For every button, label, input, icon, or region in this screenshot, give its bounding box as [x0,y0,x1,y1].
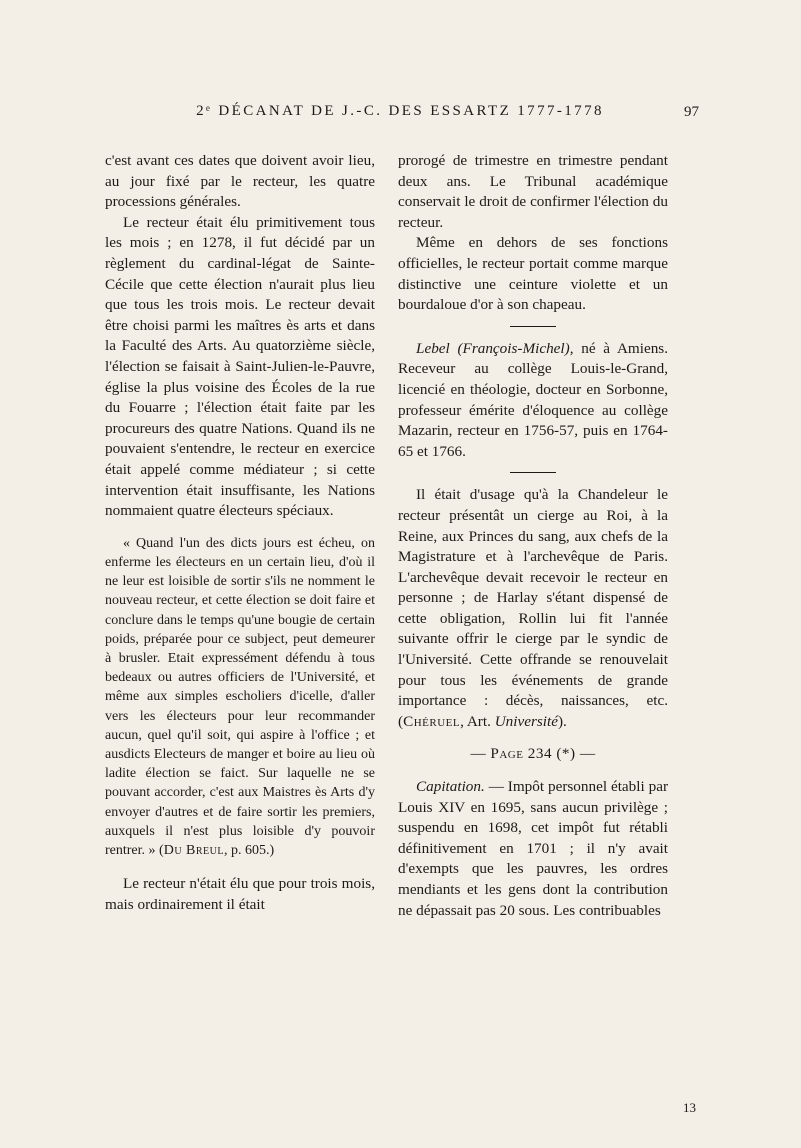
citation-author: Du Breul [163,842,224,858]
page-reference: — Page 234 (*) — [470,745,596,763]
biography-entry [398,339,668,463]
citation-author: Chéruel [403,712,461,730]
paragraph-text: Il était d'usage qu'à la Chandeleur le recteur présentât un cierge au Roi, à la Reine, aux Princes du sang, aux chefs de la Magistrature et à l'archevêque de Paris. L'archevêque devait recevoir le recteur en personne ; de Harlay s'étant dispensé de cette obligation, Rollin lui fit l'année suivante offrir le cierge par le syndic de l'Université. Cette offrande se renouvelait pour tous les événements de grande importance : décès, naissances, etc. ( [398,486,668,730]
paragraph [398,485,668,732]
citation-page: , p. 605.) [223,842,275,858]
citation-title: Université [494,712,558,730]
glossary-entry [398,777,668,921]
entry-given-names: (François-Michel) [457,339,570,357]
paragraph: Même en dehors de ses fonctions officielles, le recteur portait comme marque distinctive une ceinture violette et un bourdaloue d'or à son chapeau. [398,234,668,314]
entry-term: Capitation. [416,778,485,796]
citation-text: , Art. [460,712,495,730]
section-rule [510,472,556,473]
quotation-text: « Quand l'un des dicts jours est écheu, on enferme les électeurs en un certain lieu, d'où il ne leur est loisible de sortir s'ils ne nomment le nouveau recteur, et cette élection se doit faire et conclure dans le temps qu'une bougie de certain poids, préparée pour ce subject, peut demeurer à brusler. Etait expressément défendu à tous bedeaux ou autres officiers de l'Université, et même aux simples escholiers d'icelle, d'aller vers les électeurs pour leur recommander aucun, quel qu'il soit, qui aspire à l'office ; et ausdicts Electeurs de manger et boire au lieu où ladite élection se faict. Sur laquelle ne se pouvant accorder, c'est aux Maistres ès Arts d'y envoyer d'autres et de faire sortir les premiers, auxquels il n'est plus loisible d'y pouvoir rentrer. » ( [105,535,375,858]
paragraph: prorogé de trimestre en trimestre pendant deux ans. Le Tribunal académique conservait le droit de confirmer l'élection du recteur. [398,152,668,231]
paragraph: Le recteur était élu primitivement tous les mois ; en 1278, il fut décidé par un règlement du cardinal-légat de Sainte-Cécile que cette élection n'aurait plus lieu que tous les trois mois. Le recteur devait être choisi parmi les maîtres ès arts et dans la Faculté des Arts. Au quatorzième siècle, l'élection se faisait à Saint-Julien-le-Pauvre, église la plus voisine des Écoles de la rue du Fouarre ; l'élection était faite par les procureurs des quatre Nations. Quand ils ne pouvaient s'entendre, le recteur en exercice était appelé comme médiateur ; si cette intervention était insuffisante, les Nations nommaient quatre électeurs spéciaux. [105,213,375,520]
right-column [398,151,668,921]
entry-text: — Impôt personnel établi par Louis XIV en 1695, sans aucun privilège ; suspendu en 1698, cet impôt fut rétabli définitivement en 1701 ; il n'y avait d'exempts que les pauvres, les ordres mendiants et les gens dont la contribution ne dépassait pas 20 sous. Les contribuables [398,778,668,919]
entry-name: Lebel [416,339,450,357]
entry-text: , né à Amiens. Receveur au collège Louis-le-Grand, licencié en théologie, docteur en Sorbonne, professeur émérite d'éloquence au collège Mazarin, recteur en 1756-57, puis en 1764-65 et 1766. [398,339,669,460]
signature-mark: 13 [683,1100,696,1115]
quotation [105,534,375,860]
paragraph: c'est avant ces dates que doivent avoir lieu, au jour fixé par le recteur, les quatre processions générales. [105,152,375,211]
section-rule [510,326,556,327]
left-column [105,151,375,915]
running-title: 2ᵉ DÉCANAT DE J.-C. DES ESSARTZ 1777-1778 [196,103,604,119]
paragraph: Le recteur n'était élu que pour trois mois, mais ordinairement il était [105,875,375,913]
page-number: 97 [684,104,699,120]
citation-end: ). [557,712,567,730]
